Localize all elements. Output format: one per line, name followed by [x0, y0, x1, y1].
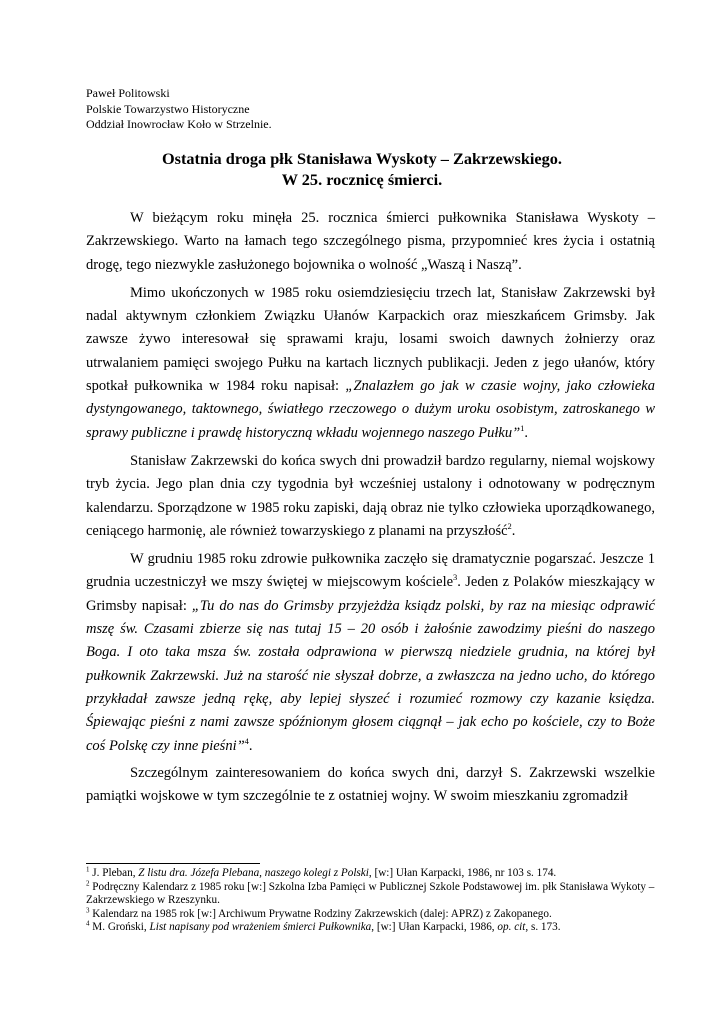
quote-1: „Znalazłem go jak w czasie wojny, jako człowieka dystyngowanego, taktownego, światłego rzeczowego o dużym uroku osobistym, zatroskanego w sprawy publiczne i prawdę historyczną wkładu wojennego naszego Pułku”: [86, 378, 655, 441]
paragraph-1: W bieżącym roku minęła 25. rocznica śmierci pułkownika Stanisława Wyskoty – Zakrzewskiego. Warto na łamach tego szczególnego pisma, przypomnieć kres życia i ostatnią drogę, tego niezwykle zasłużonego bojownika o wolność „Waszą i Naszą”.: [86, 210, 655, 273]
article-title: [86, 148, 638, 190]
footnote-ref-2: 2: [507, 521, 512, 532]
footnote-4: $^4$ M. Groński, List napisany pod wrażeniem śmierci Pułkownika, [w:] Ułan Karpacki, 1986, op. cit, s. 173.: [86, 919, 561, 934]
footnote-ref-3: 3: [453, 572, 458, 583]
footnotes: [86, 867, 655, 935]
author-name: Paweł Politowski: [86, 86, 170, 100]
footnote-1: $^1$ J. Pleban, Z listu dra. Józefa Plebana, naszego kolegi z Polski, [w:] Ułan Karpacki, 1986, nr 103 s. 174.: [86, 865, 557, 879]
footnote-ref-4: 4: [244, 735, 249, 746]
footnote-2: $^2$ Podręczny Kalendarz z 1985 roku [w:] Szkolna Izba Pamięci w Publicznej Szkole Podstawowej im. płk Stanisława Wykoty – Zakrzewskiego w Rzeszynku.: [86, 878, 655, 907]
paragraph-2: Mimo ukończonych w 1985 roku osiemdziesięciu trzech lat, Stanisław Zakrzewski był nadal aktywnym członkiem Związku Ułanów Karpackich oraz mieszkańcem Grimsby. Jak zawsze żywo interesował się sprawami kraju, losami swoich dawnych żołnierzy oraz utrwalaniem pamięci swojego Pułku na kartach licznych publikacji. Jeden z jego ułanów, który spotkał pułkownika w 1984 roku napisał: „Znalazłem go jak w czasie wojny, jako człowieka dystyngowanego, taktownego, światłego rzeczowego o dużym uroku osobistym, zatroskanego w sprawy publiczne i prawdę historyczną wkładu wojennego naszego Pułku”$^1$.: [86, 284, 655, 441]
article-body: [86, 207, 655, 813]
footnote-3: $^3$ Kalendarz na 1985 rok [w:] Archiwum Prywatne Rodziny Zakrzewskich (dalej: APRZ) z Zakopanego.: [86, 906, 552, 920]
paragraph-4: W grudniu 1985 roku zdrowie pułkownika zaczęło się dramatycznie pogarszać. Jeszcze 1 grudnia uczestniczył we mszy świętej w miejscowym kościele$^3$. Jeden z Polaków mieszkający w Grimsby napisał: „Tu do nas do Grimsby przyjeżdża ksiądz polski, by raz na miesiąc odprawić mszę św. Czasami zbierze się nas tutaj 15 – 20 osób i żałośnie zawodzimy pieśni do naszego Boga. I oto taka msza św. została odprawiona w pierwszą niedziele grudnia, na której był pułkownik Zakrzewski. Już na starość nie słyszał dobrze, a zwłaszcza na jedno ucho, do którego przykładał zawsze jedną rękę, aby lepiej słyszeć i rozumieć rozmowy czy kazanie księdza. Śpiewając pieśni z nami zawsze spóźnionym głosem ciągnął – jak echo po kościele, czy to Boże coś Polskę czy inne pieśni”$^4$.: [86, 551, 655, 754]
title-line-1: Ostatnia droga płk Stanisława Wyskoty – Zakrzewskiego.: [161, 149, 562, 168]
footnote-separator: [86, 863, 260, 864]
paragraph-5: Szczególnym zainteresowaniem do końca swych dni, darzył S. Zakrzewski wszelkie pamiątki wojskowe w tym szczególnie te z ostatniej wojny. W swoim mieszkaniu zgromadził: [86, 764, 655, 805]
quote-2: „Tu do nas do Grimsby przyjeżdża ksiądz polski, by raz na miesiąc odprawić mszę św. Czasami zbierze się nas tutaj 15 – 20 osób i żałośnie zawodzimy pieśni do naszego Boga. I oto taka msza św. została odprawiona w pierwszą niedziele grudnia, na której był pułkownik Zakrzewski. Już na starość nie słyszał dobrze, a zwłaszcza na jedno ucho, do którego przykładał zawsze jedną rękę, aby lepiej słyszeć i rozumieć rozmowy czy kazanie księdza. Śpiewając pieśni z nami zawsze spóźnionym głosem ciągnął – jak echo po kościele, czy to Boże coś Polskę czy inne pieśni”: [86, 597, 655, 754]
title-line-2: W 25. rocznicę śmierci.: [281, 170, 443, 189]
author-block: [86, 86, 272, 133]
paragraph-3: Stanisław Zakrzewski do końca swych dni prowadził bardzo regularny, niemal wojskowy tryb życia. Jego plan dnia czy tygodnia był wcześniej ustalony i odnotowany w podręcznym kalendarzu. Sporządzone w 1985 roku zapiski, dają obraz nie tylko człowieka uporządkowanego, ceniącego harmonię, ale również towarzyskiego z planami na przyszłość$^2$.: [86, 452, 655, 539]
author-branch: Oddział Inowrocław Koło w Strzelnie.: [86, 117, 272, 131]
author-organization: Polskie Towarzystwo Historyczne: [86, 101, 250, 116]
footnote-ref-1: 1: [520, 422, 525, 433]
